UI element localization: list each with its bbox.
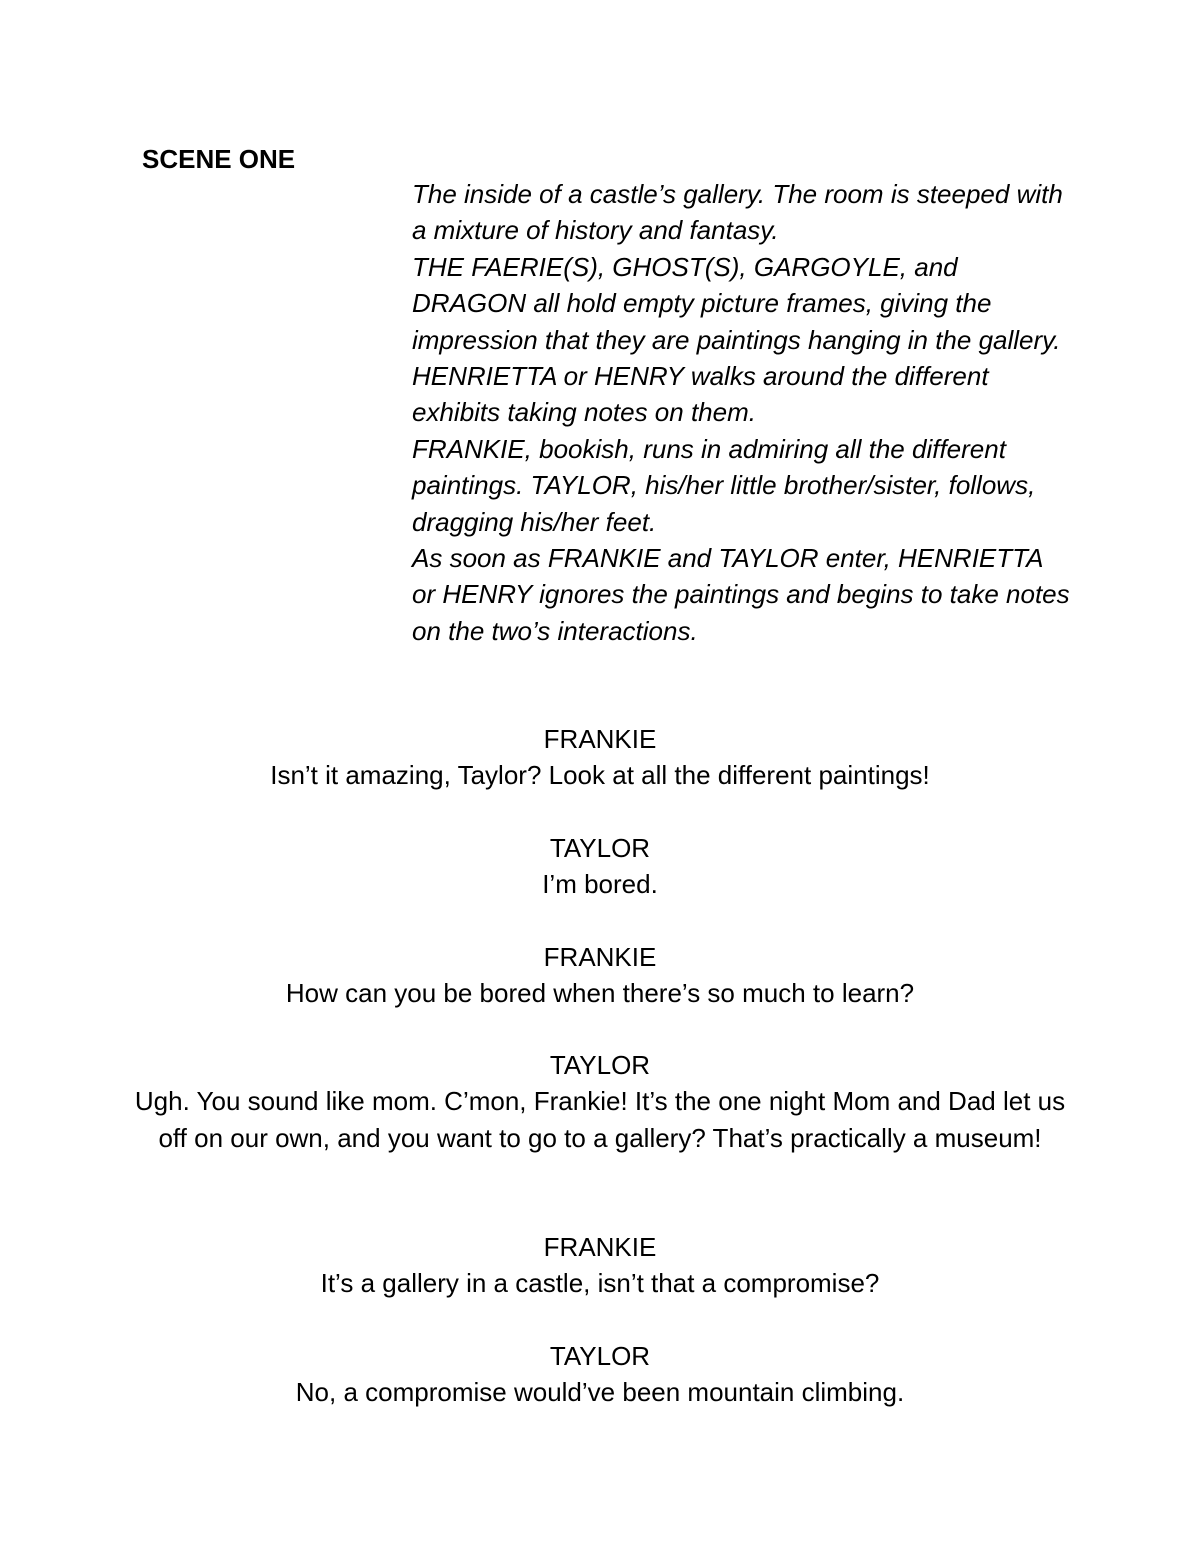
dialogue-block bbox=[130, 721, 1070, 794]
character-name: TAYLOR bbox=[549, 1050, 651, 1080]
stage-direction-paragraph: HENRIETTA or HENRY walks around the different exhibits taking notes on them. bbox=[412, 361, 989, 428]
dialogue-line: I’m bored. bbox=[542, 869, 658, 900]
dialogue-line: Ugh. You sound like mom. C’mon, Frankie! It’s the one night Mom and Dad let us off on our own, and you want to go to a gallery? That’s practically a museum! bbox=[134, 1086, 1066, 1153]
stage-direction-paragraph: FRANKIE, bookish, runs in admiring all the different paintings. TAYLOR, his/her little brother/sister, follows, dragging his/her feet. bbox=[412, 433, 1036, 537]
dialogue-line: Isn’t it amazing, Taylor? Look at all the different paintings! bbox=[270, 760, 930, 791]
scene-heading: SCENE ONE bbox=[142, 144, 296, 174]
dialogue-block bbox=[130, 939, 1070, 1012]
stage-directions bbox=[412, 176, 1072, 649]
dialogue-line: How can you be bored when there’s so much to learn? bbox=[285, 978, 915, 1009]
character-name: FRANKIE bbox=[543, 942, 657, 972]
dialogue-block bbox=[130, 1229, 1070, 1302]
stage-direction-paragraph: The inside of a castle’s gallery. The room is steeped with a mixture of history and fantasy. bbox=[412, 179, 1063, 246]
dialogue-block bbox=[130, 1338, 1070, 1411]
character-name: TAYLOR bbox=[549, 1341, 651, 1371]
dialogue-line: It’s a gallery in a castle, isn’t that a compromise? bbox=[320, 1268, 880, 1299]
character-name: FRANKIE bbox=[543, 1232, 657, 1262]
dialogue-block bbox=[130, 1047, 1070, 1156]
dialogue-block bbox=[130, 830, 1070, 903]
dialogue-line: No, a compromise would’ve been mountain climbing. bbox=[295, 1377, 905, 1408]
stage-direction-paragraph: THE FAERIE(S), GHOST(S), GARGOYLE, and DRAGON all hold empty picture frames, giving the impression that they are paintings hanging in the gallery. bbox=[412, 251, 1061, 355]
stage-direction-paragraph: As soon as FRANKIE and TAYLOR enter, HENRIETTA or HENRY ignores the paintings and begins to take notes on the two’s interactions. bbox=[412, 543, 1070, 646]
character-name: TAYLOR bbox=[549, 833, 651, 863]
character-name: FRANKIE bbox=[543, 724, 657, 754]
